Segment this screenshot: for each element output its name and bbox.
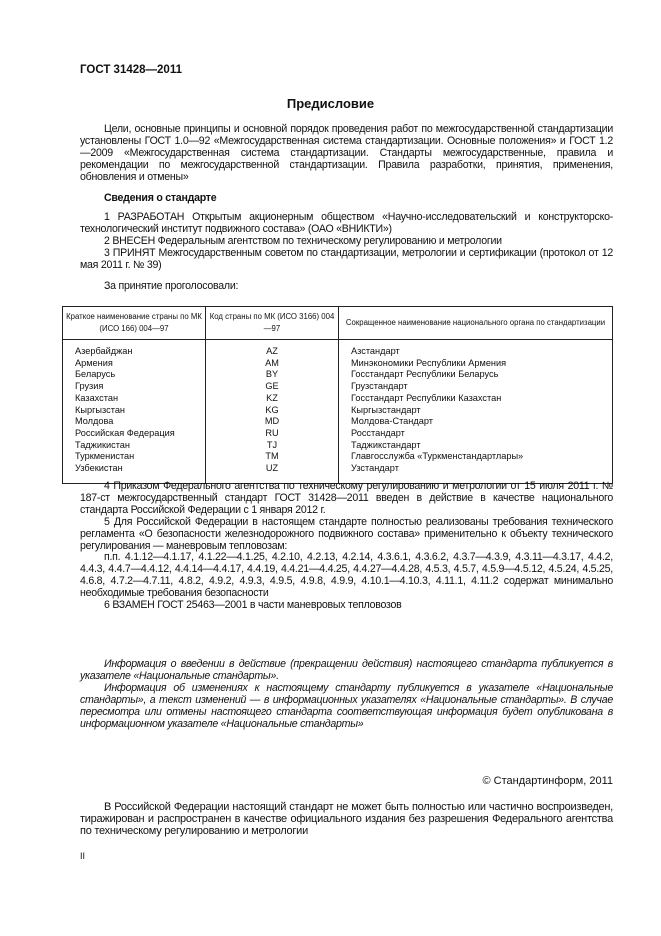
cell-body: Росстандарт	[339, 428, 613, 440]
item-2: 2 ВНЕСЕН Федеральным агентством по техническому регулированию и метрологии	[104, 234, 502, 247]
notice-paragraph-1: Информация о введении в действие (прекращении действия) настоящего стандарта публикуется в указателе «Национальные стандарты».	[80, 658, 613, 682]
cell-code: UZ	[206, 463, 339, 483]
cell-code: KZ	[206, 393, 339, 405]
cell-body: Узстандарт	[339, 463, 613, 483]
cell-country: Грузия	[63, 381, 206, 393]
col-header-body: Сокращенное наименование национального органа по стандартизации	[339, 307, 613, 340]
cell-body: Кыргызстандарт	[339, 405, 613, 417]
cell-code: MD	[206, 416, 339, 428]
cell-body: Госстандарт Республики Казахстан	[339, 393, 613, 405]
table-row	[63, 369, 613, 381]
cell-code: GE	[206, 381, 339, 393]
table-row	[63, 405, 613, 417]
cell-body: Госстандарт Республики Беларусь	[339, 369, 613, 381]
cell-code: RU	[206, 428, 339, 440]
table-row	[63, 428, 613, 440]
table-row	[63, 416, 613, 428]
cell-country: Беларусь	[63, 369, 206, 381]
page-title: Предисловие	[286, 96, 375, 111]
intro-paragraph: Цели, основные принципы и основной порядок проведения работ по межгосударственной стандартизации установлены ГОСТ 1.0—92 «Межгосударственная система стандартизации. Основные положения» и ГОСТ 1.2—2009 «Межгосударственная система стандартизации. Стандарты межгосударственные, правила и рекомендации по межгосударственной стандартизации. Правила разработки, принятия, применения, обновления и отмены»	[80, 123, 613, 183]
table-row	[63, 358, 613, 370]
cell-body: Молдова-Стандарт	[339, 416, 613, 428]
rights-section	[80, 802, 613, 838]
cell-code: TJ	[206, 440, 339, 452]
info-heading: Сведения о стандарте	[104, 192, 217, 204]
item-1: 1 РАЗРАБОТАН Открытым акционерным обществом «Научно-исследовательский и конструкторско-технологический институт подвижного состава» (ОАО «ВНИКТИ»)	[80, 210, 613, 235]
col-header-country: Краткое наименование страны по МК (ИСО 166) 004—97	[63, 307, 206, 340]
cell-code: AM	[206, 358, 339, 370]
cell-body: Таджикстандарт	[339, 440, 613, 452]
cell-body: Грузстандарт	[339, 381, 613, 393]
cell-code: BY	[206, 369, 339, 381]
table-row	[63, 440, 613, 452]
item-6: 6 ВЗАМЕН ГОСТ 25463—2001 в части маневровых тепловозов	[104, 599, 402, 612]
cell-code: KG	[206, 405, 339, 417]
cell-country: Казахстан	[63, 393, 206, 405]
cell-body: Главгосслужба «Туркменстандартлары»	[339, 451, 613, 463]
info-section	[80, 193, 613, 293]
table-row	[63, 393, 613, 405]
rights-paragraph: В Российской Федерации настоящий стандарт не может быть полностью или частично воспроизведен, тиражирован и распространен в качестве официального издания без разрешения Федерального агентства по техническому регулированию и метрологии	[80, 801, 613, 837]
notice-paragraph-2: Информация об изменениях к настоящему стандарту публикуется в указателе «Национальные стандарты», а текст изменений — в информационных указателях «Национальные стандарты». В случае пересмотра или отмены настоящего стандарта соответствующая информация будет опубликована в информационном указателе «Национальные стандарты»	[80, 681, 613, 730]
voted-label: За принятие проголосовали:	[104, 280, 239, 293]
item-5: 5 Для Российской Федерации в настоящем стандарте полностью реализованы требования технического регламента «О безопасности железнодорожного подвижного состава» применительно к объекту технического регулирования — маневровым тепловозам:	[80, 515, 613, 552]
item-4: 4 Приказом Федерального агентства по техническому регулированию и метрологии от 15 июля 2011 г. № 187-ст межгосударственный стандарт ГОСТ 31428—2011 введен в действие в качестве национального стандарта Российской Федерации с 1 января 2012 г.	[80, 480, 613, 516]
cell-country: Азербайджан	[63, 340, 206, 358]
cell-country: Туркменистан	[63, 451, 206, 463]
table-row	[63, 340, 613, 358]
cell-body: Минэкономики Республики Армения	[339, 358, 613, 370]
cell-code: AZ	[206, 340, 339, 358]
item-5-list: п.п. 4.1.12—4.1.17, 4.1.22—4.1.25, 4.2.10, 4.2.13, 4.2.14, 4.3.6.1, 4.3.6.2, 4.3.7—4.3.9, 4.3.11—4.3.17, 4.4.2, 4.4.3, 4.4.7—4.4.12, 4.4.14—4.4.17, 4.4.19, 4.4.21—4.4.25, 4.4.27—4.4.28, 4.5.3, 4.5.7, 4.5.9—4.5.12, 4.5.24, 4.5.25, 4.6.8, 4.7.2—4.7.11, 4.8.2, 4.9.2, 4.9.3, 4.9.5, 4.9.8, 4.9.9, 4.10.1—4.10.3, 4.11.1, 4.11.2 содержат минимально необходимые требования безопасности	[80, 551, 613, 600]
cell-body: Азстандарт	[339, 340, 613, 358]
cell-country: Молдова	[63, 416, 206, 428]
col-header-code: Код страны по МК (ИСО 3166) 004—97	[206, 307, 339, 340]
table-row	[63, 451, 613, 463]
cell-country: Узбекистан	[63, 463, 206, 483]
intro-section	[80, 124, 613, 184]
items-section-2	[80, 481, 613, 612]
document-header: ГОСТ 31428—2011	[80, 64, 182, 76]
cell-country: Армения	[63, 358, 206, 370]
cell-country: Кыргызстан	[63, 405, 206, 417]
copyright: © Стандартинформ, 2011	[482, 775, 613, 787]
cell-code: TM	[206, 451, 339, 463]
item-3: 3 ПРИНЯТ Межгосударственным советом по стандартизации, метрологии и сертификации (протокол от 12 мая 2011 г. № 39)	[80, 246, 613, 271]
notice-section	[80, 659, 613, 730]
table-row	[63, 381, 613, 393]
cell-country: Российская Федерация	[63, 428, 206, 440]
countries-table	[62, 306, 613, 484]
cell-country: Таджикистан	[63, 440, 206, 452]
page-number: II	[80, 851, 86, 861]
